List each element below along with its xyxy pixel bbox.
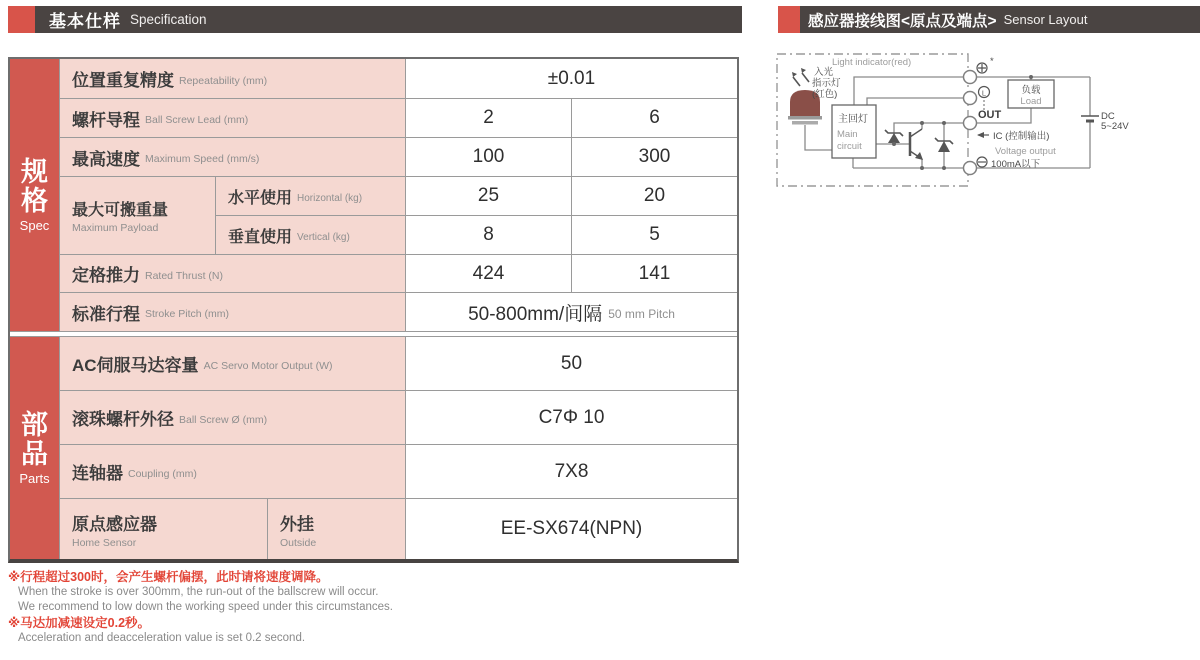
light-indicator-label: Light indicator(red) [832, 57, 912, 68]
main-circuit-label-en2: circuit [837, 141, 862, 152]
load-label-zh: 负载 [1021, 85, 1041, 96]
value-lead-1: 2 [406, 99, 571, 137]
specification-title-zh: 基本仕样 [49, 12, 121, 31]
value-servo-output: 50 [406, 337, 737, 390]
row-label-ball-screw-lead: 螺杆导程 Ball Screw Lead (mm) [60, 99, 405, 137]
minus-symbol-icon [977, 157, 987, 167]
right-header-accent-square [778, 6, 800, 33]
section-gap [10, 332, 737, 336]
led-label-zh1: 入光 [814, 67, 834, 78]
value-lead-2: 6 [572, 99, 737, 137]
value-thrust-2: 141 [572, 255, 737, 292]
value-repeatability: ±0.01 [406, 59, 737, 98]
wire [894, 123, 963, 144]
junction-dot [920, 166, 924, 170]
voltage-output-label: Voltage output [995, 146, 1056, 157]
wire [867, 98, 963, 105]
row-label-home-sensor: 原点感应器 Home Sensor [60, 499, 267, 559]
junction-dot [942, 121, 946, 125]
row-label-rated-thrust: 定格推力 Rated Thrust (N) [60, 255, 405, 292]
row-label-vertical: 垂直使用 Vertical (kg) [216, 216, 405, 254]
value-speed-2: 300 [572, 138, 737, 176]
value-thrust-1: 424 [406, 255, 571, 292]
ic-arrowhead [977, 132, 984, 138]
row-label-coupling: 连轴器 Coupling (mm) [60, 445, 405, 498]
note-line: We recommend to low down the working speed under this circumstances. [18, 601, 393, 613]
junction-dot [942, 166, 946, 170]
wire [853, 158, 963, 168]
note-line: ※行程超过300时，会产生螺杆偏摆，此时请将速度调降。 [8, 570, 329, 584]
value-horizontal-2: 20 [572, 177, 737, 215]
dc-range-label: 5~24V [1101, 121, 1129, 132]
junction-dot [920, 121, 924, 125]
row-label-max-payload: 最大可搬重量 Maximum Payload [60, 177, 215, 254]
sidebar-parts-en: Parts [19, 470, 50, 486]
sensor-layout-title-en: Sensor Layout [1003, 12, 1088, 27]
terminal-light [964, 92, 977, 105]
current-limit-label: 100mA以下 [991, 159, 1041, 170]
led-label-zh3: (红色) [812, 89, 838, 100]
sensor-layout-header-bar [800, 6, 1200, 33]
sidebar-cell-parts [10, 337, 59, 559]
sidebar-spec-en: Spec [19, 217, 50, 233]
sidebar-cell-spec [10, 59, 59, 331]
note-line: When the stroke is over 300mm, the run-out of the ballscrew will occur. [18, 586, 379, 598]
note-line: Acceleration and deacceleration value is set 0.2 second. [18, 632, 306, 644]
row-label-max-speed: 最高速度 Maximum Speed (mm/s) [60, 138, 405, 176]
sensor-layout-title-zh: 感应器接线图<原点及端点> [808, 12, 997, 30]
value-coupling: 7X8 [406, 445, 737, 498]
plus-symbol-icon [977, 63, 987, 73]
led-label-zh2: 指示灯 [812, 78, 841, 89]
transistor-icon [910, 129, 923, 160]
row-label-servo-output: AC伺服马达容量 AC Servo Motor Output (W) [60, 337, 405, 390]
dc-label: DC [1101, 111, 1115, 122]
note-line: ※马达加减速设定0.2秒。 [8, 616, 151, 630]
main-circuit-label-zh: 主回灯 [838, 114, 868, 125]
junction-dot [892, 142, 896, 146]
row-label-stroke-pitch: 标准行程 Stroke Pitch (mm) [60, 293, 405, 331]
terminal-plus [964, 71, 977, 84]
wire [805, 125, 832, 150]
value-vertical-2: 5 [572, 216, 737, 254]
wire [854, 77, 963, 105]
row-label-horizontal: 水平使用 Horizontal (kg) [216, 177, 405, 215]
value-speed-1: 100 [406, 138, 571, 176]
sidebar-spec-zh: 规格 [21, 156, 48, 216]
battery-icon [1081, 116, 1099, 121]
value-stroke-pitch: 50-800mm/间隔 50 mm Pitch [406, 293, 737, 331]
terminal-out [964, 117, 977, 130]
sidebar-parts-zh: 部品 [21, 409, 48, 469]
junction-dot [1029, 75, 1033, 79]
value-ball-screw-dia: C7Φ 10 [406, 391, 737, 444]
value-vertical-1: 8 [406, 216, 571, 254]
terminal-minus [964, 162, 977, 175]
plus-asterisk: * [990, 56, 994, 67]
value-home-sensor: EE-SX674(NPN) [406, 499, 737, 559]
specification-title-en: Specification [130, 12, 207, 27]
left-header-accent-square [8, 6, 35, 33]
sensor-wiring-diagram [772, 48, 1200, 200]
value-horizontal-1: 25 [406, 177, 571, 215]
main-circuit-label-en1: Main [837, 129, 858, 140]
out-label: OUT [978, 109, 1002, 121]
row-label-repeatability: 位置重复精度 Repeatability (mm) [60, 59, 405, 98]
ic-label: IC (控制输出) [993, 131, 1050, 142]
spec-table [8, 57, 739, 563]
load-label-en: Load [1020, 96, 1042, 107]
light-terminal-letter: L [981, 88, 987, 98]
row-label-ball-screw-dia: 滚珠螺杆外径 Ball Screw Ø (mm) [60, 391, 405, 444]
footnotes [8, 569, 648, 646]
specification-header-bar [35, 6, 742, 33]
row-label-outside: 外挂 Outside [268, 499, 405, 559]
